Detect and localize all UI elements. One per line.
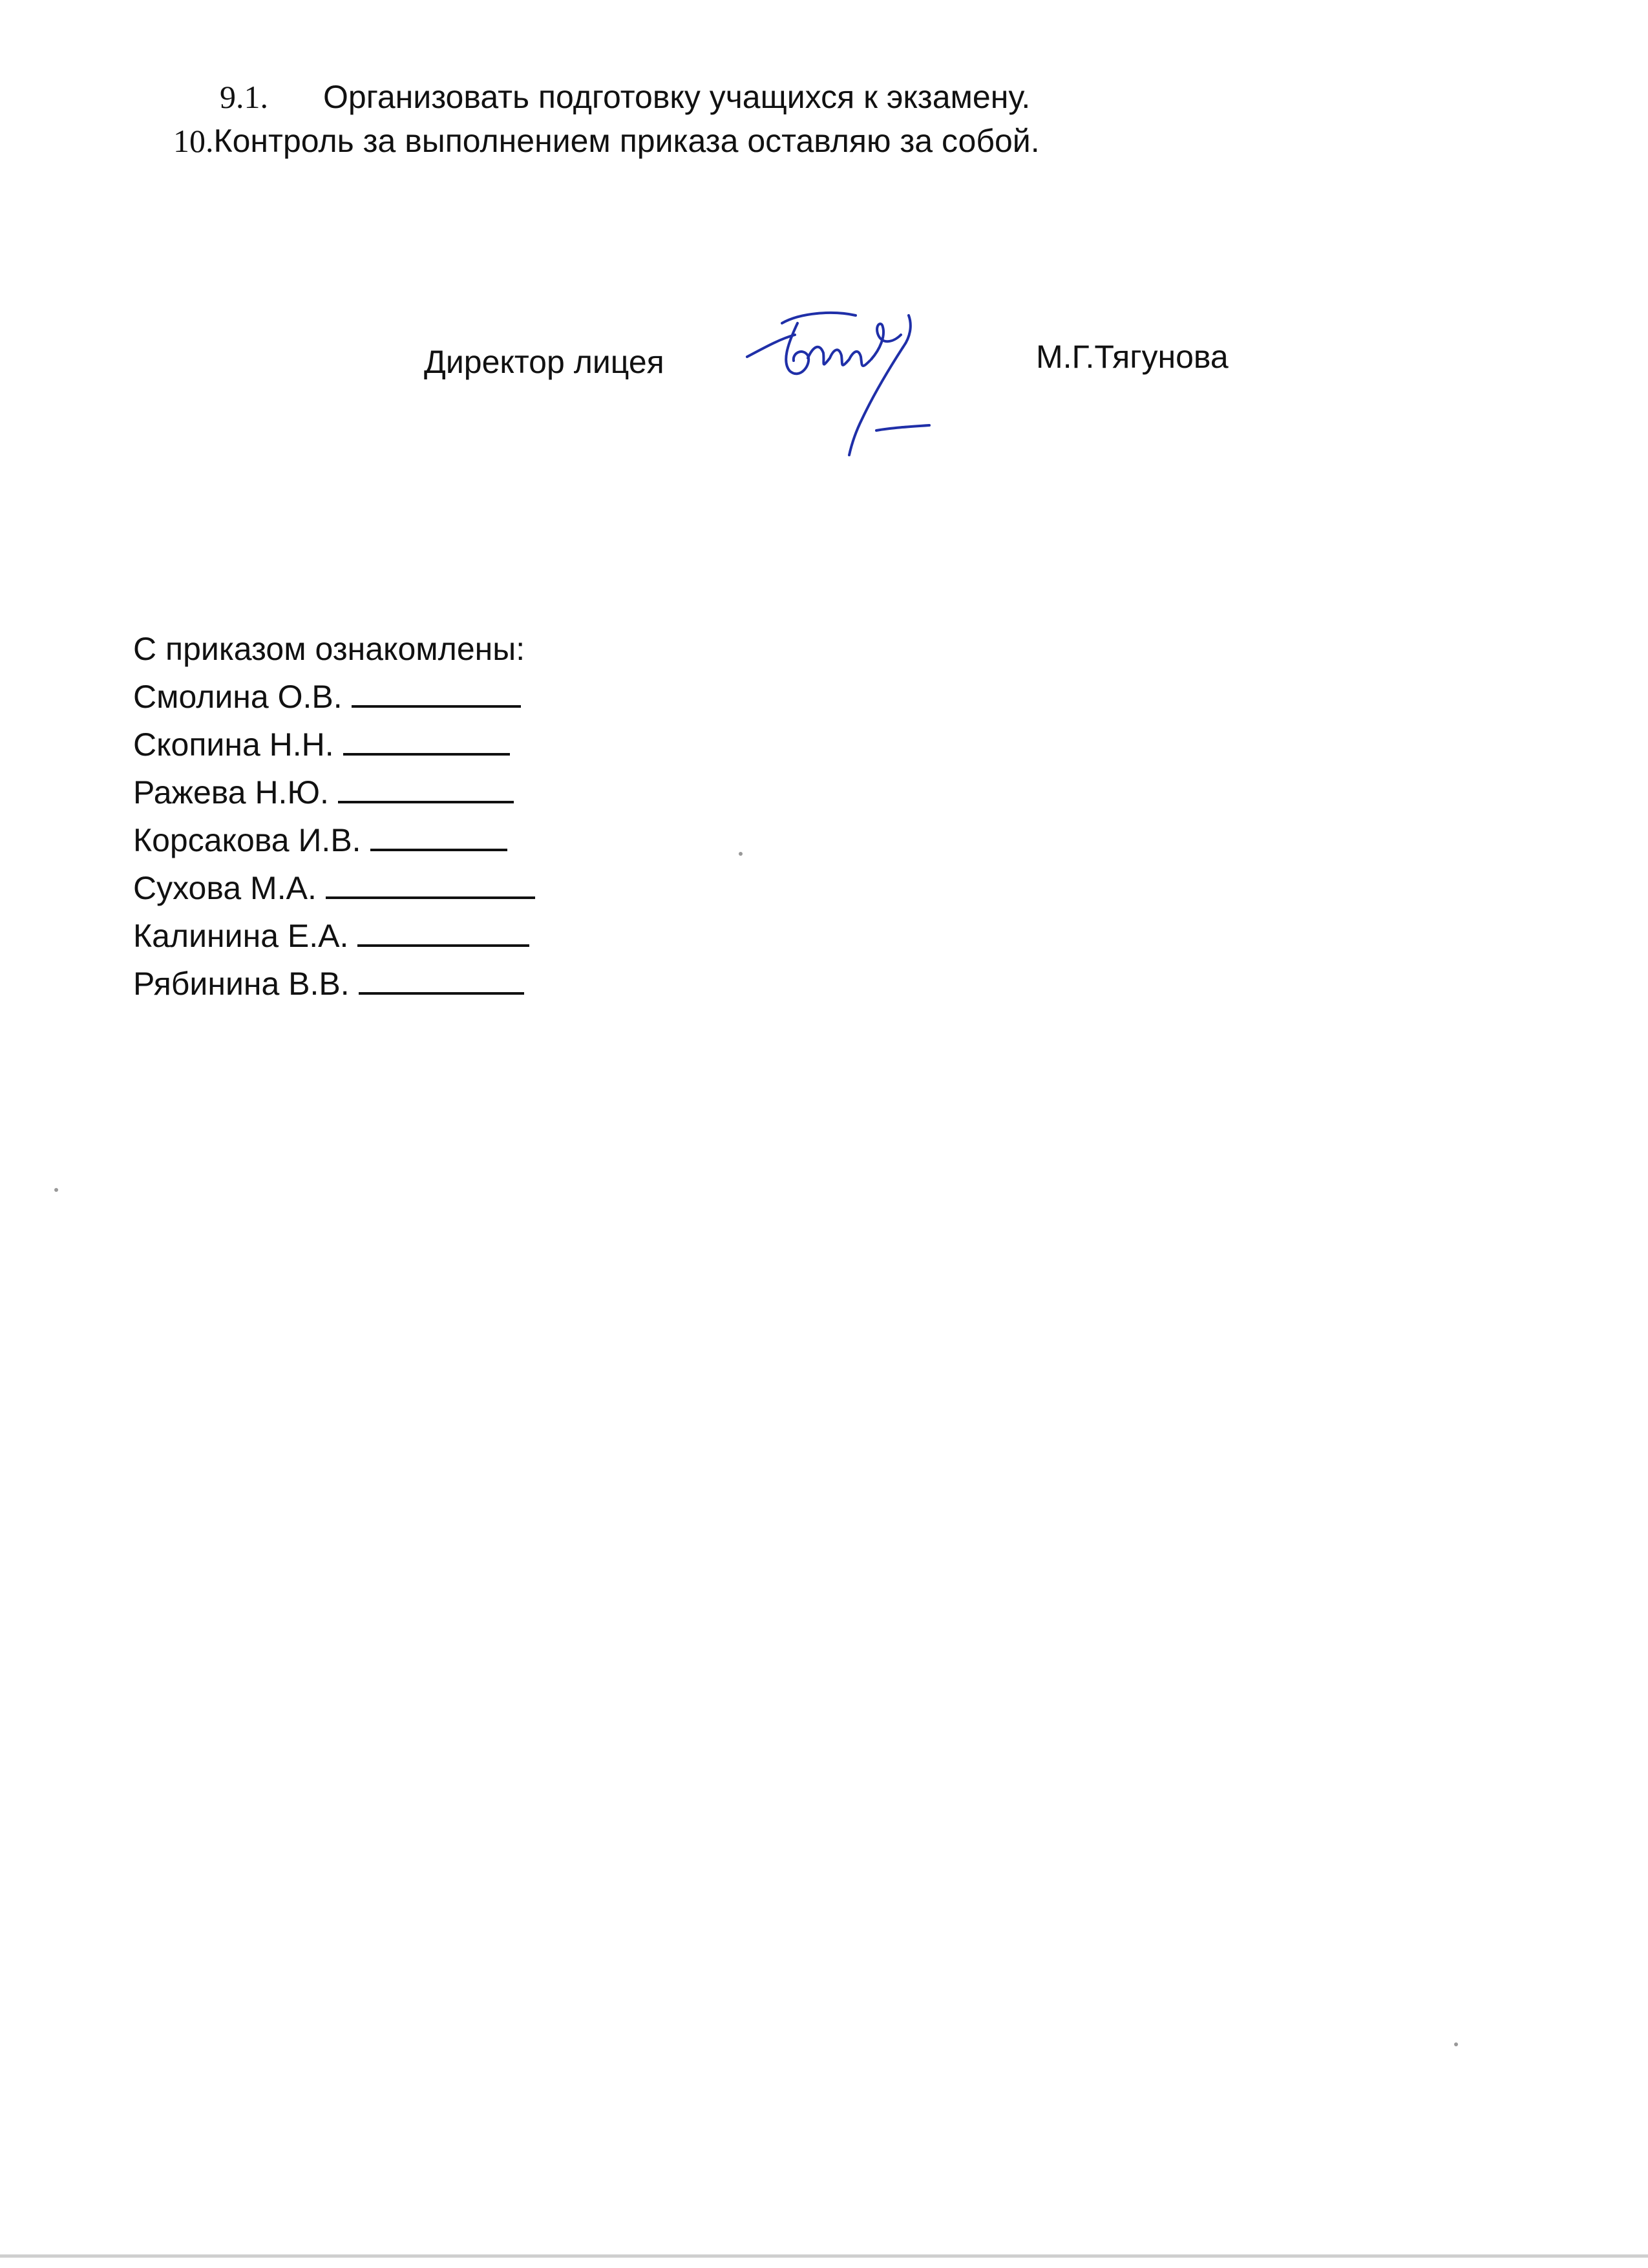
handwritten-signature: [735, 297, 981, 465]
signer-row: [133, 867, 535, 909]
signer-row: [133, 963, 524, 1004]
signature-block: [0, 0, 1648, 517]
scan-edge: [0, 2254, 1648, 2258]
signer-row: [133, 676, 521, 717]
signer-name: Ражева Н.Ю.: [133, 774, 329, 811]
item-number: 10.: [173, 123, 214, 159]
signer-name: Корсакова И.В.: [133, 822, 361, 858]
scan-speck: [54, 1188, 58, 1192]
scan-speck: [739, 852, 743, 856]
acquaintance-heading: С приказом ознакомлены:: [133, 631, 525, 667]
signature-blank: [343, 725, 510, 756]
signature-blank: [359, 964, 524, 995]
item-text: Организовать подготовку учащихся к экзамену.: [323, 79, 1031, 115]
signature-blank: [338, 772, 514, 803]
signature-blank: [352, 677, 521, 708]
signature-blank: [357, 916, 529, 947]
signer-name: Скопина Н.Н.: [133, 726, 334, 763]
signer-name: Сухова М.А.: [133, 870, 317, 906]
signer-row: [133, 820, 507, 861]
signer-row: [133, 915, 529, 957]
signer-row: [133, 724, 510, 765]
signer-name: Смолина О.В.: [133, 679, 343, 715]
director-name: М.Г.Тягунова: [1036, 339, 1229, 375]
item-text: Контроль за выполнением приказа оставляю за собой.: [213, 123, 1040, 159]
signer-name: Рябинина В.В.: [133, 966, 350, 1002]
signer-row: [133, 772, 514, 813]
signer-name: Калинина Е.А.: [133, 918, 349, 954]
scan-speck: [1454, 2042, 1458, 2046]
director-title: Директор лицея: [424, 344, 664, 380]
signature-blank: [370, 820, 507, 851]
item-number: 9.1.: [220, 79, 268, 115]
signature-blank: [326, 868, 535, 899]
